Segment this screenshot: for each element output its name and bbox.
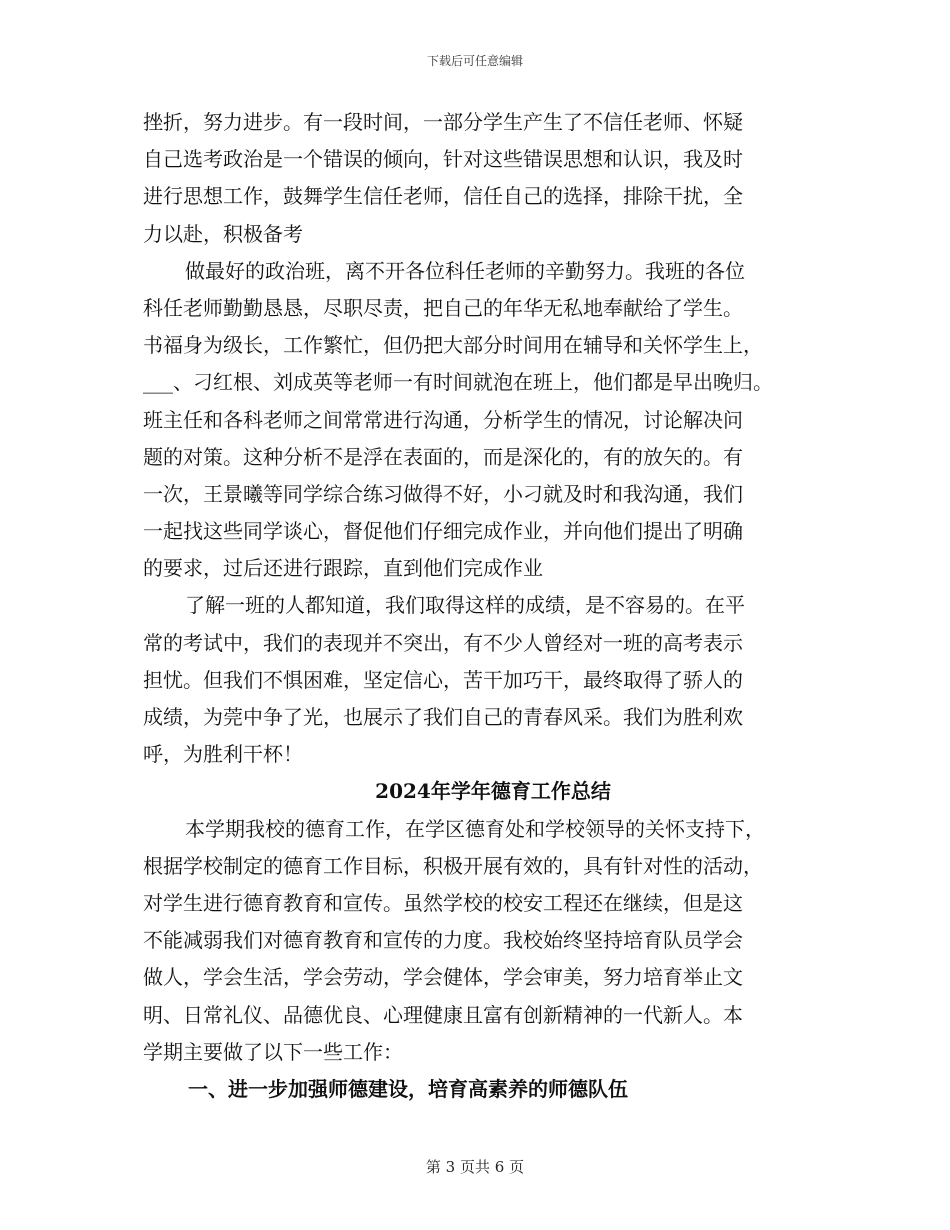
page-footer: 第 3 页共 6 页 [425, 1158, 525, 1176]
body-line: ___、刁红根、刘成英等老师一有时间就泡在班上，他们都是早出晚归。 [143, 370, 773, 395]
body-line: 常的考试中，我们的表现并不突出，有不少人曾经对一班的高考表示 [143, 630, 743, 655]
body-line: 挫折，努力进步。有一段时间，一部分学生产生了不信任老师、怀疑 [143, 110, 743, 134]
section-title: 2024年学年德育工作总结 [375, 779, 611, 804]
body-line: 一次，王景曦等同学综合练习做得不好，小刁就及时和我沟通，我们 [143, 481, 743, 506]
body-line: 题的对策。这种分析不是浮在表面的，而是深化的，有的放矢的。有 [143, 444, 743, 469]
body-line: 书福身为级长，工作繁忙，但仍把大部分时间用在辅导和关怀学生上， [143, 333, 763, 358]
body-line: 的要求，过后还进行跟踪，直到他们完成作业 [143, 556, 543, 581]
document-body [143, 104, 815, 1108]
body-line: 成绩，为莞中争了光，也展示了我们自己的青春风采。我们为胜利欢 [143, 705, 743, 729]
body-line: 对学生进行德育教育和宣传。虽然学校的校安工程还在继续，但是这 [143, 890, 743, 915]
body-line: 班主任和各科老师之间常常进行沟通，分析学生的情况，讨论解决问 [143, 407, 743, 432]
subsection-heading: 一、进一步加强师德建设，培育高素养的师德队伍 [188, 1076, 628, 1101]
body-line: 担忧。但我们不惧困难，坚定信心，苦干加巧干，最终取得了骄人的 [143, 667, 743, 692]
body-line: 做人，学会生活，学会劳动，学会健体，学会审美，努力培育举止文 [143, 965, 743, 990]
body-line: 一起找这些同学谈心，督促他们仔细完成作业，并向他们提出了明确 [143, 519, 743, 544]
body-line: 明、日常礼仪、品德优良、心理健康且富有创新精神的一代新人。本 [143, 1002, 743, 1027]
paragraph-start: 本学期我校的德育工作，在学区德育处和学校领导的关怀支持下， [185, 816, 765, 841]
body-line: 进行思想工作，鼓舞学生信任老师，信任自己的选择，排除干扰，全 [143, 184, 743, 209]
body-line: 自己选考政治是一个错误的倾向，针对这些错误思想和认识，我及时 [143, 147, 743, 172]
page-header: 下载后可任意编辑 [426, 54, 523, 68]
paragraph-start: 做最好的政治班，离不开各位科任老师的辛勤努力。我班的各位 [185, 258, 745, 283]
body-line: 根据学校制定的德育工作目标，积极开展有效的，具有针对性的活动， [143, 853, 763, 878]
body-line: 学期主要做了以下一些工作： [143, 1039, 403, 1064]
body-line: 科任老师勤勤恳恳，尽职尽责，把自己的年华无私地奉献给了学生。 [143, 295, 743, 320]
body-line: 呼，为胜利干杯！ [143, 742, 303, 767]
paragraph-start: 了解一班的人都知道，我们取得这样的成绩，是不容易的。在平 [185, 593, 745, 618]
body-line: 不能减弱我们对德育教育和宣传的力度。我校始终坚持培育队员学会 [143, 928, 743, 953]
body-line: 力以赴，积极备考 [143, 221, 303, 246]
